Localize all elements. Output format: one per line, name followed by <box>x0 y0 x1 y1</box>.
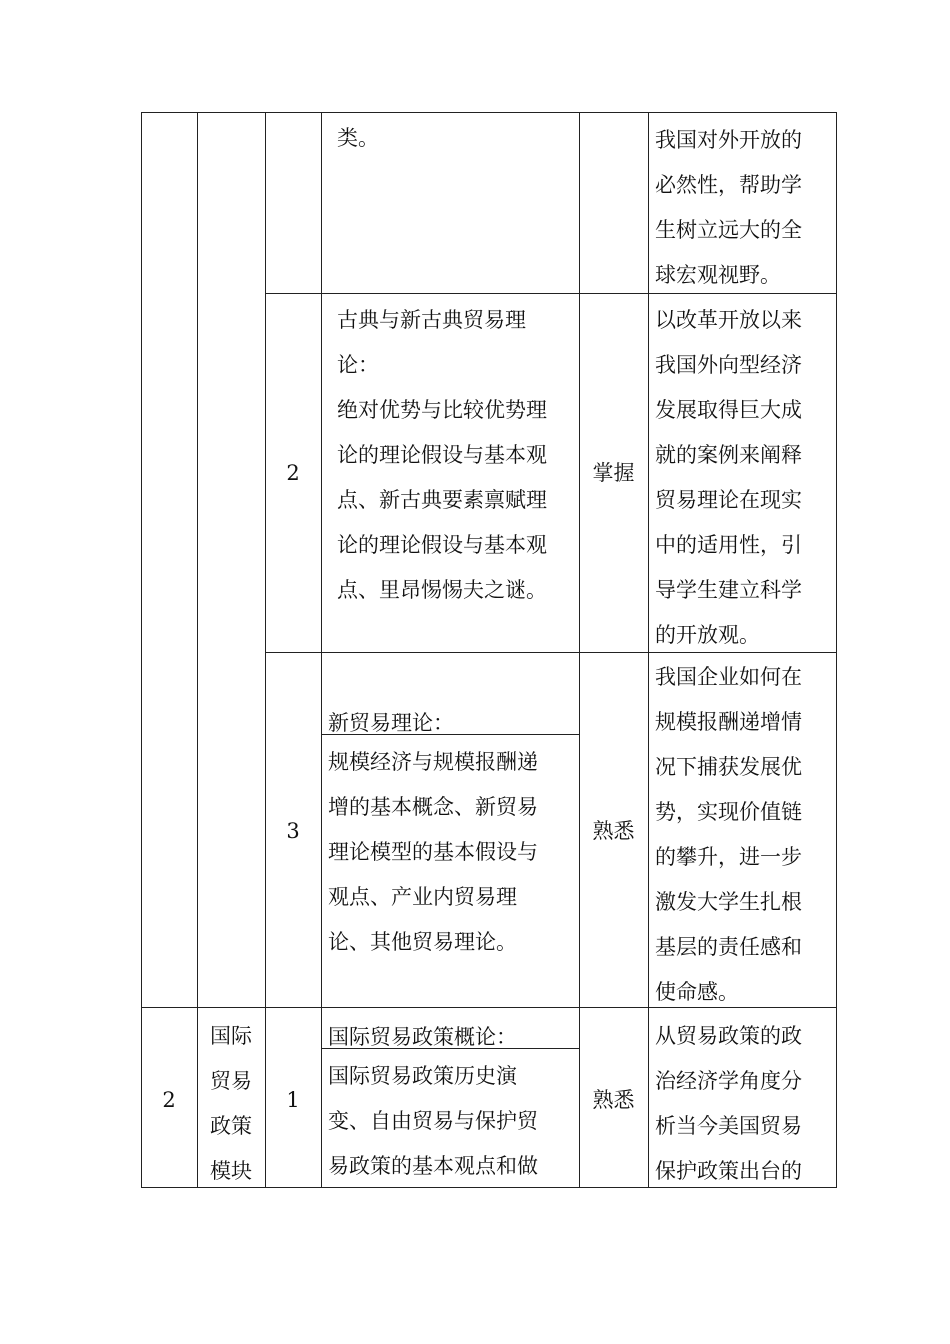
table-border-right <box>836 112 837 1188</box>
ideology-line: 我国外向型经济 <box>655 353 802 377</box>
column-divider <box>265 112 266 1188</box>
requirement-level: 掌握 <box>592 461 635 485</box>
content-heading: 国际贸易政策概论： <box>328 1025 517 1049</box>
content-line: 增的基本概念、新贸易 <box>328 795 538 819</box>
content-line: 论的理论假设与基本观 <box>337 443 547 467</box>
content-line: 理论模型的基本假设与 <box>328 840 538 864</box>
ideology-line: 规模报酬递增情 <box>655 710 802 734</box>
ideology-line: 必然性，帮助学 <box>655 173 802 197</box>
ideology-line: 势，实现价值链 <box>655 800 802 824</box>
ideology-line: 导学生建立科学 <box>655 578 802 602</box>
ideology-line: 就的案例来阐释 <box>655 443 802 467</box>
content-line: 规模经济与规模报酬递 <box>328 750 538 774</box>
requirement-level: 熟悉 <box>592 1088 635 1112</box>
content-line: 绝对优势与比较优势理 <box>337 398 547 422</box>
content-line: 论的理论假设与基本观 <box>337 533 547 557</box>
ideology-line: 从贸易政策的政 <box>655 1024 802 1048</box>
content-line: 易政策的基本观点和做 <box>328 1154 538 1178</box>
content-line: 论、其他贸易理论。 <box>328 930 517 954</box>
content-line: 观点、产业内贸易理 <box>328 885 517 909</box>
content-line: 点、里昂惕惕夫之谜。 <box>337 578 547 602</box>
module-number: 2 <box>162 1088 176 1112</box>
table-border-top <box>141 112 837 113</box>
module-name-line: 贸易 <box>210 1069 252 1093</box>
ideology-line: 保护政策出台的 <box>655 1159 802 1183</box>
ideology-line: 基层的责任感和 <box>655 935 802 959</box>
module-name-line: 政策 <box>210 1114 252 1138</box>
lesson-number: 1 <box>286 1088 300 1112</box>
column-divider <box>648 112 649 1188</box>
ideology-line: 发展取得巨大成 <box>655 398 802 422</box>
ideology-line: 激发大学生扎根 <box>655 890 802 914</box>
table-border-left <box>141 112 142 1188</box>
ideology-line: 生树立远大的全 <box>655 218 802 242</box>
content-heading: 新贸易理论： <box>328 711 454 735</box>
ideology-line: 使命感。 <box>655 980 739 1004</box>
column-divider <box>579 112 580 1188</box>
content-line: 古典与新古典贸易理 <box>337 308 526 332</box>
ideology-line: 治经济学角度分 <box>655 1069 802 1093</box>
ideology-line: 我国企业如何在 <box>655 665 802 689</box>
ideology-line: 况下捕获发展优 <box>655 755 802 779</box>
lesson-number: 2 <box>286 461 300 485</box>
ideology-line: 球宏观视野。 <box>655 263 781 287</box>
content-line: 点、新古典要素禀赋理 <box>337 488 547 512</box>
column-divider <box>321 112 322 1188</box>
ideology-line: 我国对外开放的 <box>655 128 802 152</box>
ideology-line: 的攀升，进一步 <box>655 845 802 869</box>
ideology-line: 以改革开放以来 <box>655 308 802 332</box>
module-name-line: 模块 <box>210 1159 252 1183</box>
content-line: 类。 <box>337 126 379 150</box>
ideology-line: 析当今美国贸易 <box>655 1114 802 1138</box>
ideology-line: 贸易理论在现实 <box>655 488 802 512</box>
syllabus-table <box>141 112 837 1188</box>
module-name-line: 国际 <box>210 1024 252 1048</box>
ideology-line: 中的适用性，引 <box>655 533 802 557</box>
requirement-level: 熟悉 <box>592 819 635 843</box>
lesson-number: 3 <box>286 819 300 843</box>
content-line: 国际贸易政策历史演 <box>328 1064 517 1088</box>
content-line: 变、自由贸易与保护贸 <box>328 1109 538 1133</box>
content-line: 论： <box>337 353 379 377</box>
ideology-line: 的开放观。 <box>655 623 760 647</box>
